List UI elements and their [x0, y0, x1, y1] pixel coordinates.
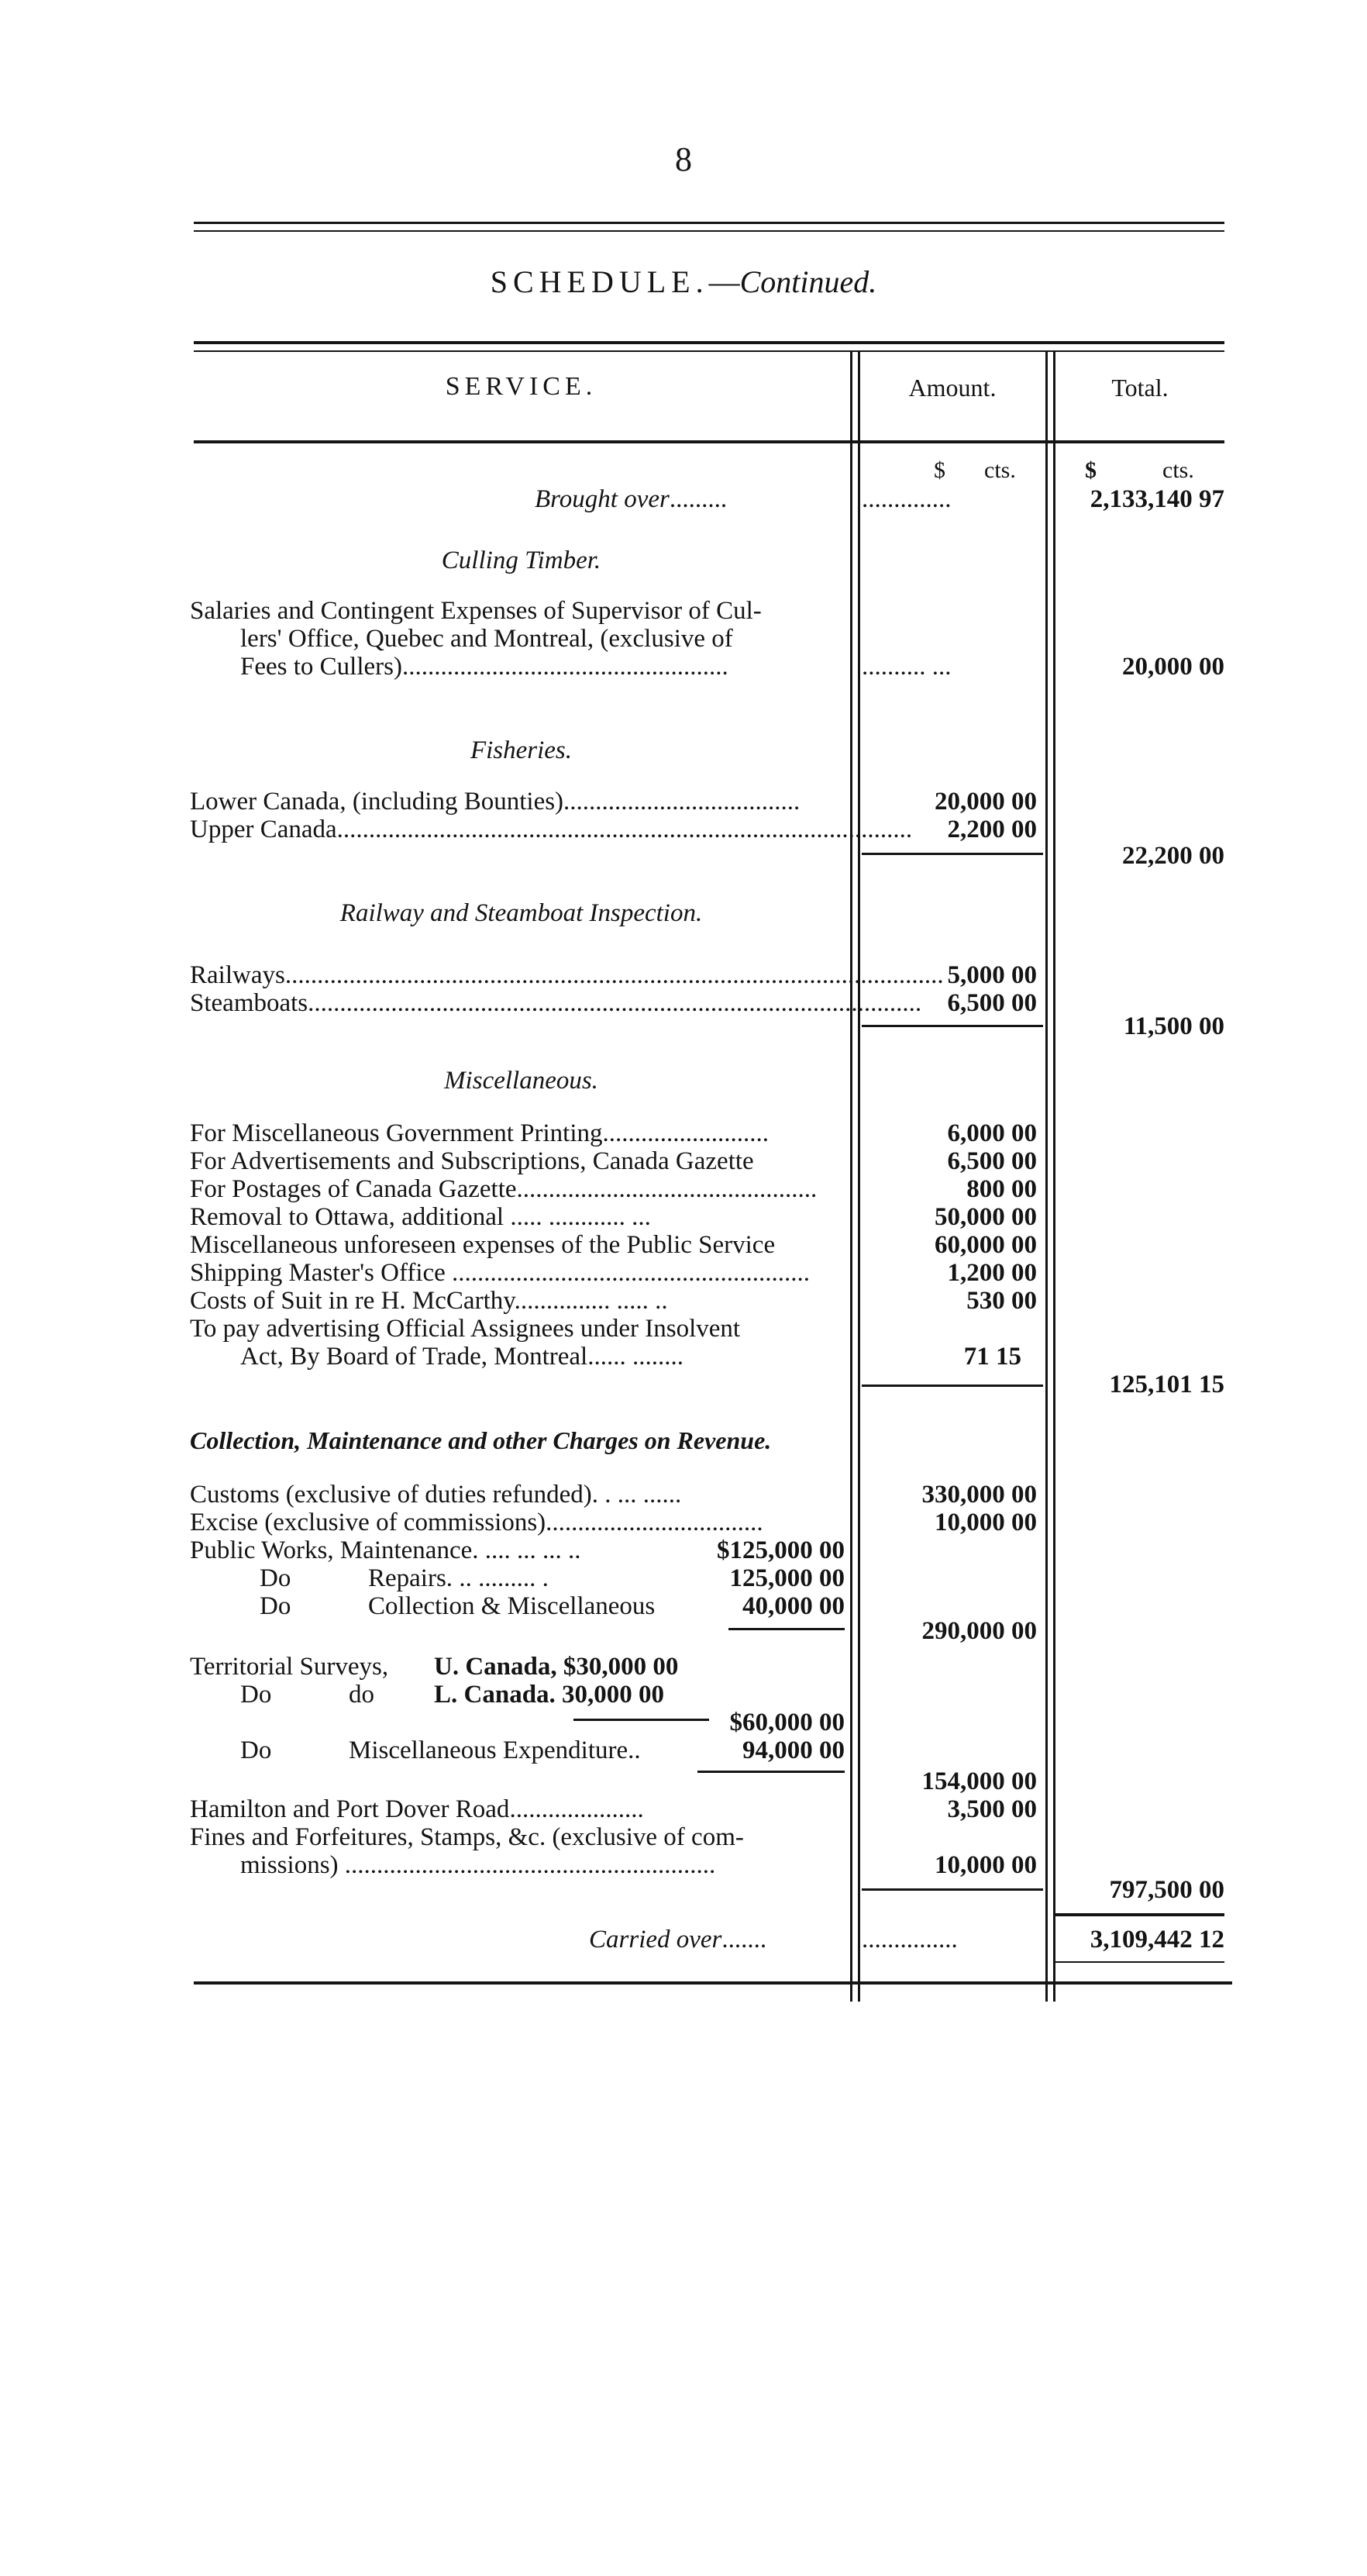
- culling-total: 20,000 00: [1122, 653, 1224, 681]
- collmisc-label: Collection & Miscellaneous: [368, 1592, 656, 1620]
- top-rule-2: [194, 230, 1224, 232]
- fisheries-sum-rule: [862, 853, 1043, 855]
- misc-item-label: Shipping Master's Office ........................................................: [190, 1259, 811, 1287]
- amount-cents-label: cts.: [984, 457, 1016, 483]
- ts-lc: L. Canada. 30,000 00: [434, 1681, 665, 1709]
- excise-amount: 10,000 00: [935, 1509, 1037, 1536]
- railways-amount: 5,000 00: [947, 961, 1037, 989]
- header-total: Total.: [1111, 374, 1169, 402]
- customs-label: Customs (exclusive of duties refunded). . ... ......: [190, 1481, 682, 1509]
- miscexp-do: Do: [240, 1736, 272, 1764]
- misc-item-label: For Postages of Canada Gazette...............................................: [190, 1175, 818, 1203]
- culling-amount-dots: .......... ...: [862, 653, 952, 681]
- railway-sum-rule: [862, 1025, 1043, 1027]
- misc-item-amount: 6,500 00: [947, 1147, 1037, 1175]
- total-cents-label: cts.: [1162, 457, 1194, 483]
- culling-line-1: Salaries and Contingent Expenses of Supervisor of Cul-: [190, 597, 762, 625]
- ts-total-rule: [697, 1771, 845, 1773]
- fisheries-total: 22,200 00: [1122, 842, 1224, 870]
- carried-over-bottom-rule: [1055, 1961, 1224, 1963]
- misc-item-amount: 50,000 00: [935, 1203, 1037, 1231]
- steamboats-amount: 6,500 00: [947, 989, 1037, 1017]
- misc-item-label: Removal to Ottawa, additional ..... ............ ...: [190, 1203, 651, 1231]
- customs-amount: 330,000 00: [921, 1481, 1037, 1509]
- table-top-rule: [194, 341, 1224, 344]
- ts-do-2: do: [349, 1681, 374, 1709]
- page-number: 8: [675, 140, 692, 178]
- fines-line-1: Fines and Forfeitures, Stamps, &c. (exclusive of com-: [190, 1823, 744, 1851]
- header-service: SERVICE.: [445, 372, 597, 401]
- fisheries-heading: Fisheries.: [470, 736, 573, 764]
- carried-over-top-rule: [1055, 1913, 1224, 1916]
- misc-total: 125,101 15: [1109, 1371, 1224, 1398]
- repairs-amount: 125,000 00: [729, 1564, 845, 1592]
- misc-heading: Miscellaneous.: [444, 1067, 598, 1095]
- culling-line-2: lers' Office, Quebec and Montreal, (exclusive of: [240, 625, 733, 653]
- misc-last-line-2: Act, By Board of Trade, Montreal...... ........: [240, 1343, 684, 1371]
- schedule-title: SCHEDULE.—Continued.: [490, 264, 877, 299]
- misc-item-amount: 530 00: [966, 1287, 1037, 1315]
- ts-uc: U. Canada, $30,000 00: [434, 1653, 679, 1681]
- fisheries-lower-label: Lower Canada, (including Bounties).....................................: [190, 788, 801, 816]
- misc-last-amount: 71 15: [963, 1343, 1021, 1371]
- ts-label: Territorial Surveys,: [190, 1653, 389, 1681]
- amount-placeholder-dots: ..............: [862, 485, 952, 513]
- culling-line-3: Fees to Cullers)...................................................: [240, 653, 728, 681]
- excise-label: Excise (exclusive of commissions)..................................: [190, 1509, 763, 1536]
- col-divider-1a: [850, 350, 852, 2002]
- collmisc-do: Do: [260, 1592, 291, 1620]
- brought-over-label: Brought over.........: [535, 485, 728, 513]
- repairs-do: Do: [260, 1564, 291, 1592]
- repairs-label: Repairs. .. ......... .: [368, 1564, 549, 1592]
- fisheries-lower-amount: 20,000 00: [935, 788, 1037, 816]
- collection-heading: Collection, Maintenance and other Charges on Revenue.: [190, 1426, 772, 1454]
- collection-total: 797,500 00: [1109, 1876, 1224, 1904]
- misc-item-label: For Advertisements and Subscriptions, Canada Gazette: [190, 1147, 754, 1175]
- pw-sub-rule: [728, 1628, 845, 1630]
- pw-total: 290,000 00: [921, 1617, 1037, 1645]
- fisheries-upper-label: Upper Canada..........................................................................................: [190, 816, 913, 843]
- collmisc-amount: 40,000 00: [742, 1592, 845, 1620]
- fines-line-2: missions) ..........................................................: [240, 1851, 716, 1879]
- amount-dollar-sign: $: [934, 457, 945, 483]
- col-divider-2a: [1045, 350, 1048, 2002]
- table-top-rule-2: [194, 350, 1224, 352]
- misc-item-label: For Miscellaneous Government Printing..........................: [190, 1119, 770, 1147]
- table-bottom-rule: [194, 1981, 1232, 1985]
- header-bottom-rule: [194, 440, 1224, 443]
- fines-amount: 10,000 00: [935, 1851, 1037, 1879]
- carried-over-label: Carried over.......: [589, 1926, 767, 1954]
- misc-item-amount: 1,200 00: [947, 1259, 1037, 1287]
- miscexp-amount: 94,000 00: [742, 1736, 845, 1764]
- railway-heading: Railway and Steamboat Inspection.: [339, 899, 703, 927]
- brought-over-total: 2,133,140 97: [1090, 485, 1224, 513]
- miscexp-label: Miscellaneous Expenditure..: [349, 1736, 641, 1764]
- pw-amount: $125,000 00: [717, 1536, 845, 1564]
- header-amount: Amount.: [908, 374, 997, 402]
- misc-item-amount: 6,000 00: [947, 1119, 1037, 1147]
- misc-last-line-1: To pay advertising Official Assignees under Insolvent: [190, 1315, 741, 1343]
- total-dollar-sign: $: [1085, 457, 1097, 483]
- railway-total: 11,500 00: [1123, 1012, 1224, 1040]
- misc-sum-rule: [862, 1385, 1043, 1387]
- collection-sum-rule: [862, 1888, 1043, 1891]
- ts-do-1: Do: [240, 1681, 272, 1709]
- misc-item-amount: 800 00: [966, 1175, 1037, 1203]
- steamboats-label: Steamboats................................................................................................: [190, 989, 922, 1017]
- hamilton-amount: 3,500 00: [947, 1795, 1037, 1823]
- misc-item-amount: 60,000 00: [935, 1231, 1037, 1259]
- hamilton-label: Hamilton and Port Dover Road.....................: [190, 1795, 644, 1823]
- railways-label: Railways.......................................................................................................: [190, 961, 944, 989]
- misc-item-label: Costs of Suit in re H. McCarthy............... ..... ..: [190, 1287, 668, 1315]
- carried-over-amount-dots: ...............: [862, 1926, 958, 1954]
- col-divider-2b: [1053, 350, 1055, 2002]
- ts-total: 154,000 00: [921, 1767, 1037, 1795]
- top-rule: [194, 222, 1224, 224]
- pw-label: Public Works, Maintenance. .... ... ... ..: [190, 1536, 581, 1564]
- misc-item-label: Miscellaneous unforeseen expenses of the Public Service: [190, 1231, 776, 1259]
- fisheries-upper-amount: 2,200 00: [947, 816, 1037, 843]
- carried-over-total: 3,109,442 12: [1090, 1926, 1224, 1954]
- culling-heading: Culling Timber.: [441, 547, 601, 574]
- ts-sub-amount: $60,000 00: [729, 1709, 845, 1736]
